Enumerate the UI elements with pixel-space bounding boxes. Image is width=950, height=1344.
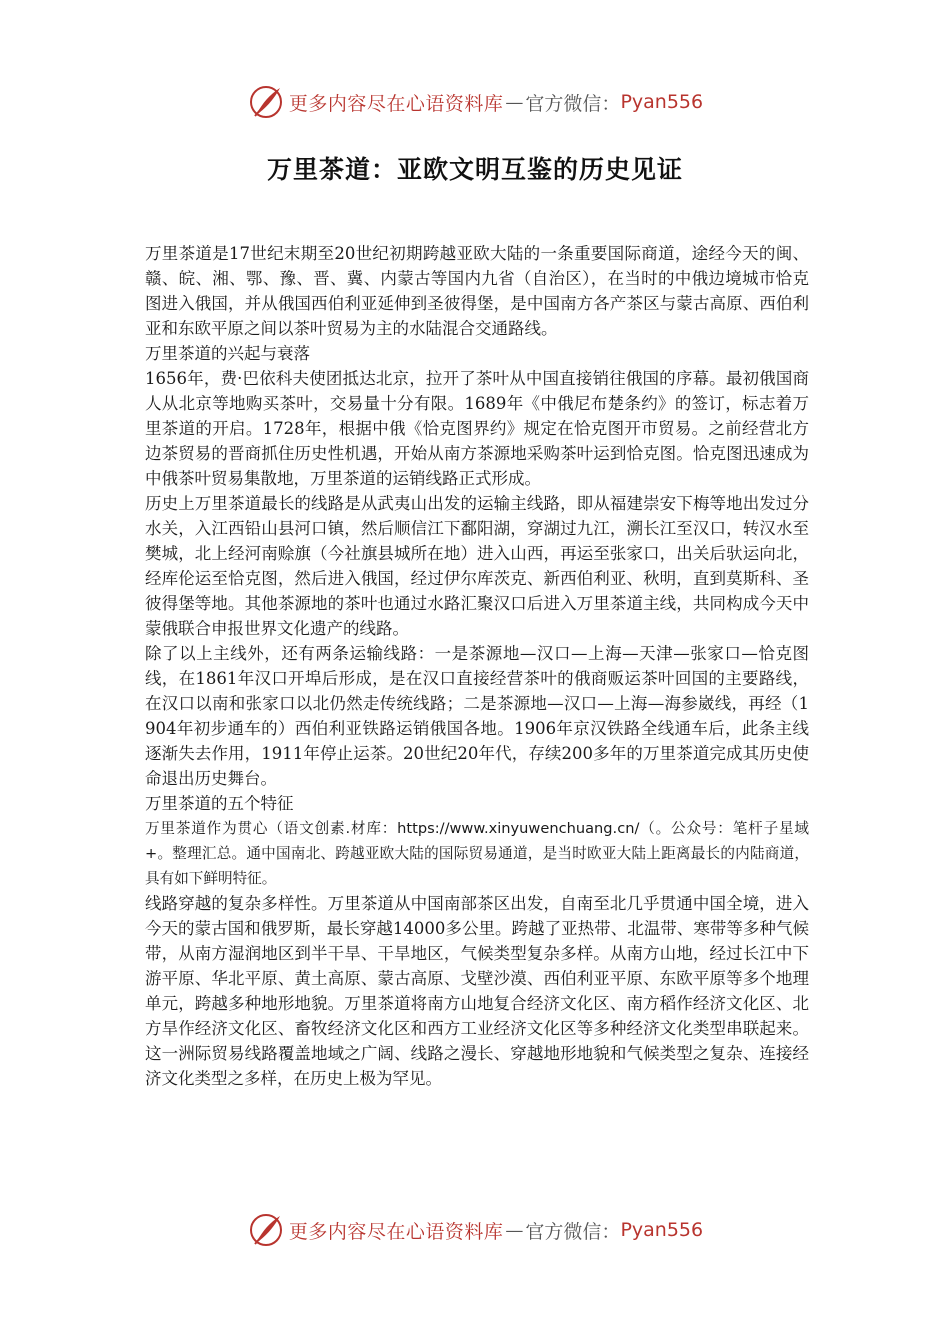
paragraph-intro: 万里茶道是17世纪末期至20世纪初期跨越亚欧大陆的一条重要国际商道，途经今天的闽、赣、皖、湘、鄂、豫、晋、冀、内蒙古等国内九省（自治区），在当时的中俄边境城市恰克图进入俄国，并从俄国西伯利亚延伸到圣彼得堡，是中国南方各产茶区与蒙古高原、西伯利亚和东欧平原之间以茶叶贸易为主的水陆混合交通路线。 <box>145 244 809 338</box>
paragraph-features-intro: 万里茶道作为贯心（语文创素.材库：https://www.xinyuwenchuang.cn/（。公众号：笔杆子星域+。整理汇总。通中国南北、跨越亚欧大陆的国际贸易通道，是当时欧亚大陆上距离最长的内陆商道，具有如下鲜明特征。 <box>145 820 809 887</box>
banner-wechat-id: Pyan556 <box>620 91 704 113</box>
section-heading-features: 万里茶道的五个特征 <box>145 794 294 813</box>
header-banner <box>0 80 950 124</box>
quill-pen-icon <box>247 1211 285 1249</box>
footer-banner <box>0 1208 950 1252</box>
paragraph-other-routes: 除了以上主线外，还有两条运输线路：一是茶源地—汉口—上海—天津—张家口—恰克图线，在1861年汉口开埠后形成，是在汉口直接经营茶叶的俄商贩运茶叶回国的主要路线，在汉口以南和张家口以北仍然走传统线路；二是茶源地—汉口—上海—海参崴线，再经（1904年初步通车的）西伯利亚铁路运销俄国各地。1906年京汉铁路全线通车后，此条主线逐渐失去作用，1911年停止运茶。20世纪20年代，存续200多年的万里茶道完成其历史使命退出历史舞台。 <box>145 644 809 788</box>
banner-text: 更多内容尽在心语资料库 <box>288 1220 504 1243</box>
banner-wechat-id: Pyan556 <box>620 1219 704 1241</box>
banner-separator: — <box>505 1219 524 1241</box>
banner-wechat-label: 官方微信： <box>525 92 621 115</box>
article-body <box>145 241 809 1091</box>
paragraph-complexity: 线路穿越的复杂多样性。万里茶道从中国南部茶区出发，自南至北几乎贯通中国全境，进入今天的蒙古国和俄罗斯，最长穿越14000多公里。跨越了亚热带、北温带、寒带等多种气候带，从南方湿润地区到半干旱、干旱地区，气候类型复杂多样。从南方山地，经过长江中下游平原、华北平原、黄土高原、蒙古高原、戈壁沙漠、西伯利亚平原、东欧平原等多个地理单元，跨越多种地形地貌。万里茶道将南方山地复合经济文化区、南方稻作经济文化区、北方旱作经济文化区、畜牧经济文化区和西方工业经济文化区等多种经济文化类型串联起来。这一洲际贸易线路覆盖地域之广阔、线路之漫长、穿越地形地貌和气候类型之复杂、连接经济文化类型之多样，在历史上极为罕见。 <box>145 894 809 1088</box>
paragraph-main-route: 历史上万里茶道最长的线路是从武夷山出发的运输主线路，即从福建崇安下梅等地出发过分水关，入江西铅山县河口镇，然后顺信江下鄱阳湖，穿湖过九江，溯长江至汉口，转汉水至樊城，北上经河南赊旗（今社旗县城所在地）进入山西，再运至张家口，出关后驮运向北，经库伦运至恰克图，然后进入俄国，经过伊尔库茨克、新西伯利亚、秋明，直到莫斯科、圣彼得堡等地。其他茶源地的茶叶也通过水路汇聚汉口后进入万里茶道主线，共同构成今天中蒙俄联合申报世界文化遗产的线路。 <box>145 494 809 638</box>
section-heading-rise-fall: 万里茶道的兴起与衰落 <box>145 344 310 363</box>
quill-pen-icon <box>247 83 285 121</box>
banner-wechat-label: 官方微信： <box>525 1220 621 1243</box>
paragraph-1656: 1656年，费·巴依科夫使团抵达北京，拉开了茶叶从中国直接销往俄国的序幕。最初俄国商人从北京等地购买茶叶，交易量十分有限。1689年《中俄尼布楚条约》的签订，标志着万里茶道的开启。1728年，根据中俄《恰克图界约》规定在恰克图开市贸易。之前经营北方边茶贸易的晋商抓住历史性机遇，开始从南方茶源地采购茶叶运到恰克图。恰克图迅速成为中俄茶叶贸易集散地，万里茶道的运销线路正式形成。 <box>145 369 809 488</box>
banner-separator: — <box>505 91 524 113</box>
page-title: 万里茶道：亚欧文明互鉴的历史见证 <box>266 155 683 184</box>
banner-text: 更多内容尽在心语资料库 <box>288 92 504 115</box>
